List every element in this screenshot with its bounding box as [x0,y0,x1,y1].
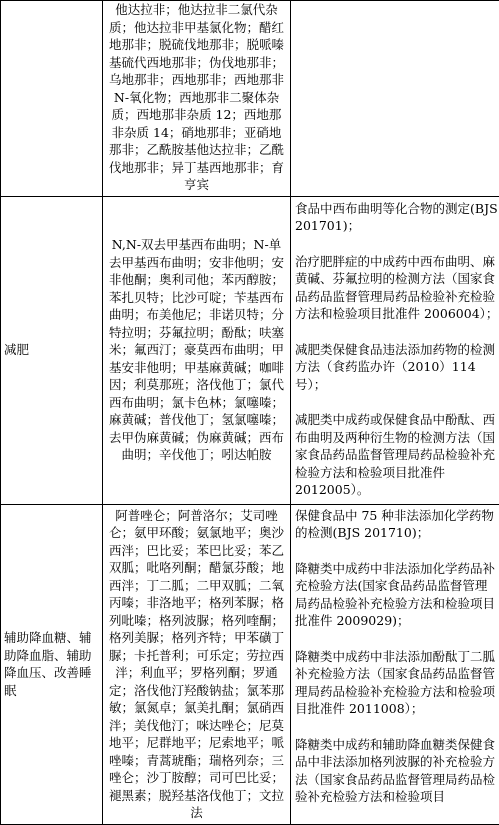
table-row [1,196,499,504]
method-text: 降糖类中成药中非法添加化学药品补充检验方法(国家食品药品监督管理局药品检验补充检验方法和检验项目批准件 2009029)； [295,560,499,630]
category-cell [1,1,103,197]
method-text: 减肥类中成药或保健食品中酚酞、西布曲明及两种衍生物的检测方法（国家食品药品监督管理局药品检验补充检验方法和检验项目批准件 2012005）。 [295,411,499,499]
method-text: 减肥类保健食品违法添加药物的检测方法（食药监办许（2010）114 号）； [295,341,499,394]
methods-cell [291,504,499,824]
methods-cell [291,1,499,197]
method-text: 降糖类中成药中非法添加酚酞丁二胍补充检验方法（国家食品药品监督管理局药品检验补充检验方法和检验项目批准件 2011008）； [295,648,499,718]
category-cell: 辅助降血糖、辅助降血脂、辅助降血压、改善睡眠 [1,504,103,824]
method-text: 保健食品中 75 种非法添加化学药物的检测(BJS 201710)； [295,507,499,542]
substances-cell: N,N-双去甲基西布曲明；N-单去甲基西布曲明；安非他明；安非他酮；奥利司他；苯丙醇胺；苯扎贝特；比沙可啶；苄基西布曲明；布美他尼；非诺贝特；分特拉明；芬氟拉明；酚酞；呋塞米；氟西汀；豪莫西布曲明；甲基安非他明；甲基麻黄碱；咖啡因；利莫那班；洛伐他丁；氯代西布曲明；氯卡色林；氯噻嗪；麻黄碱；普伐他丁；氢氯噻嗪；去甲伪麻黄碱；伪麻黄碱；西布曲明；辛伐他丁；吲达帕胺 [103,196,291,504]
substances-cell: 阿普唑仑；阿普洛尔；艾司唑仑；氨甲环酸；氨氯地平；奥沙西泮；巴比妥；苯巴比妥；苯乙双胍；吡咯列酮；醋氯芬酸；地西泮；丁二胍；二甲双胍；二氧丙嗪；非洛地平；格列苯脲；格列吡嗪；格列波脲；格列喹酮；格列美脲；格列齐特；甲苯磺丁脲；卡托普利；可乐定；劳拉西泮；利血平；罗格列酮；罗通定；洛伐他汀羟酸钠盐；氯苯那敏；氯氮卓；氯美扎酮；氯硝西泮；美伐他汀；咪达唑仑；尼莫地平；尼群地平；尼索地平；哌唑嗪；青蒿琥酯；瑞格列奈；三唑仑；沙丁胺醇；司可巴比妥；褪黑素；脱羟基洛伐他丁；文拉法 [103,504,291,824]
table-row [1,504,499,824]
method-text: 降糖类中成药和辅助降血糖类保健食品中非法添加格列波脲的补充检验方法（国家食品药品监督管理局药品检验补充检验方法和检验项目 [295,736,499,806]
category-cell: 减肥 [1,196,103,504]
substances-cell: 他达拉非；他达拉非二氯代杂质；他达拉非甲基氯化物；醋红地那非；脱硫伐地那非；脱哌嗪基硫代西地那非；伪伐地那非；乌地那非；西地那非；西地那非 N-氧化物；西地那非二聚体杂质；西地那非杂质 12；西地那非杂质 14；硝地那非；亚硝地那非；乙酰胺基他达拉非；乙酰伐地那非；异丁基西地那非；育亨宾 [103,1,291,197]
methods-cell [291,196,499,504]
method-text: 治疗肥胖症的中成药中西布曲明、麻黄碱、芬氟拉明的检测方法（国家食品药品监督管理局药品检验补充检验方法和检验项目批准件 2006004）； [295,253,499,323]
method-text: 食品中西布曲明等化合物的测定(BJS 201701)； [295,200,499,235]
table-row [1,1,499,197]
